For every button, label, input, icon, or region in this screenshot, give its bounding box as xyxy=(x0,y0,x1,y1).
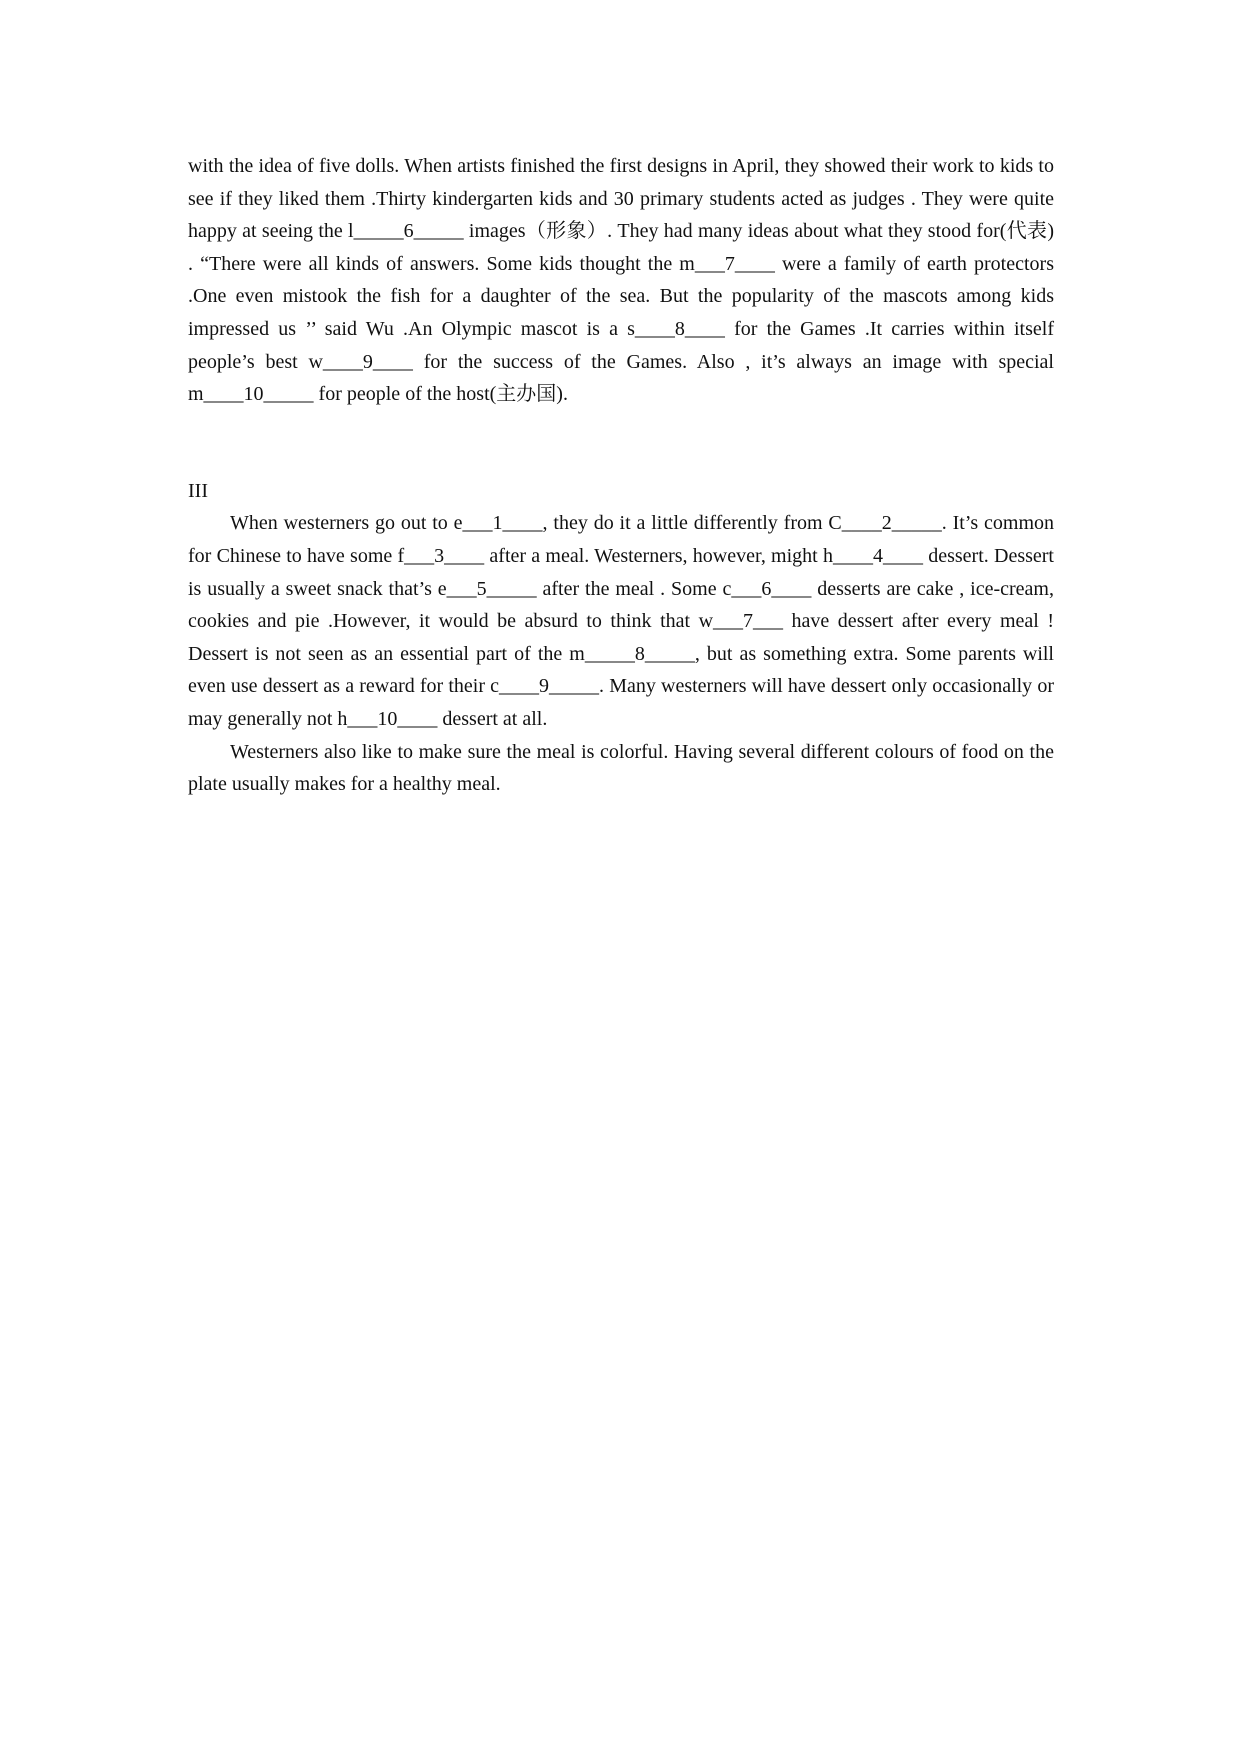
passage-two-continuation: with the idea of five dolls. When artists finished the first designs in April, they showed their work to kids to see if they liked them .Thirty kindergarten kids and 30 primary students acted as judges . They were quite happy at seeing the l_____6_____ images（形象）. They had many ideas about what they stood for(代表) . “There were all kinds of answers. Some kids thought the m___7____ were a family of earth protectors .One even mistook the fish for a daughter of the sea. But the popularity of the mascots among kids impressed us ’’ said Wu .An Olympic mascot is a s____8____ for the Games .It carries within itself people’s best w____9____ for the success of the Games. Also , it’s always an image with special m____10_____ for people of the host(主办国). xyxy=(188,155,1054,406)
document-page xyxy=(188,150,1054,801)
section-three-paragraph-1: When westerners go out to e___1____, they do it a little differently from C____2_____. It’s common for Chinese to have some f___3____ after a meal. Westerners, however, might h____4____ dessert. Dessert is usually a sweet snack that’s e___5_____ after the meal . Some c___6____ desserts are cake , ice-cream, cookies and pie .However, it would be absurd to think that w___7___ have dessert after every meal ! Dessert is not seen as an essential part of the m_____8_____, but as something extra. Some parents will even use dessert as a reward for their c____9_____. Many westerners will have dessert only occasionally or may generally not h___10____ dessert at all. xyxy=(188,512,1054,730)
section-three-heading: III xyxy=(188,479,208,502)
section-three-paragraph-2: Westerners also like to make sure the meal is colorful. Having several different colours of food on the plate usually makes for a healthy meal. xyxy=(188,740,1054,796)
section-spacer xyxy=(188,411,1054,475)
